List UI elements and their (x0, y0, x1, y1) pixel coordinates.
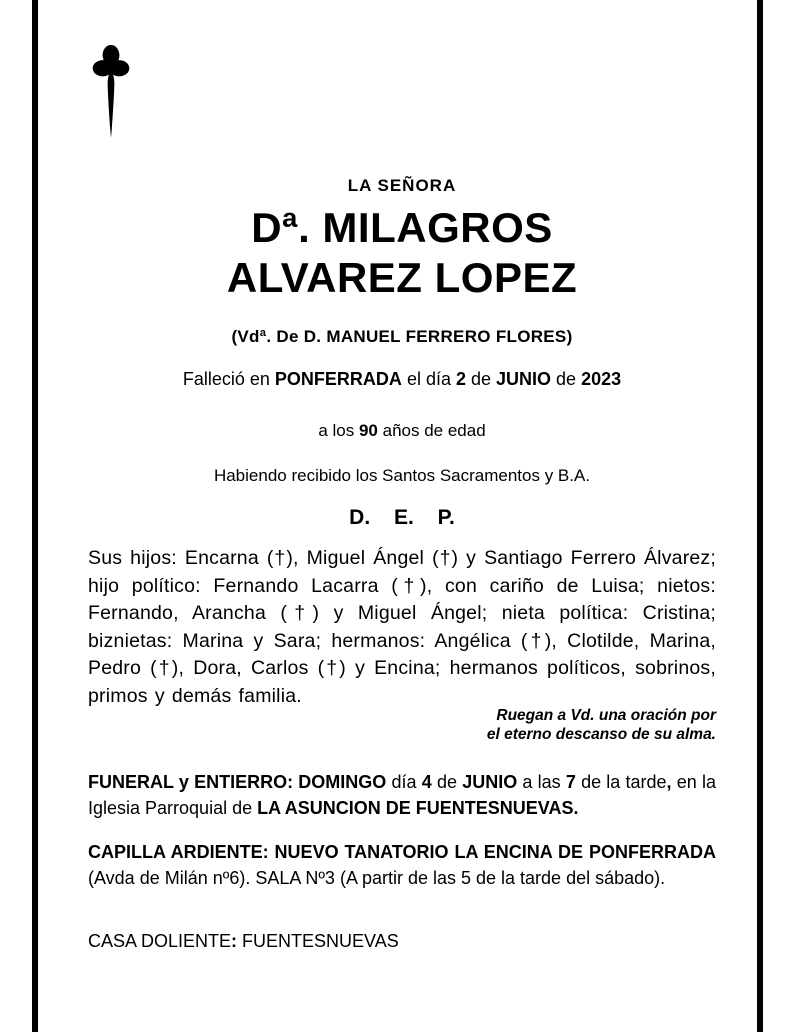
funeral-details: FUNERAL y ENTIERRO: DOMINGO día 4 de JUNIO a las 7 de la tarde, en la Iglesia Parroquial de LA ASUNCION DE FUENTESNUEVAS. (88, 772, 716, 818)
sacraments-line: Habiendo recibido los Santos Sacramentos y B.A. (213, 466, 591, 485)
capilla-ardiente-details: CAPILLA ARDIENTE: NUEVO TANATORIO LA ENCINA DE PONFERRADA (Avda de Milán nº6). SALA Nº3 (A partir de las 5 de la tarde del sábado). (88, 842, 716, 888)
family-paragraph: Sus hijos: Encarna (†), Miguel Ángel (†) y Santiago Ferrero Álvarez; hijo político: Fernando Lacarra (†), con cariño de Luisa; nietos: Fernando, Arancha (†) y Miguel Ángel; nieta política: Cristina; biznietas: Marina y Sara; hermanos: Angélica (†), Clotilde, Marina, Pedro (†), Dora, Carlos (†) y Encina; hermanos políticos, sobrinos, primos y demás familia. (88, 547, 716, 707)
age-line: a los 90 años de edad (318, 421, 486, 440)
left-border-rule (32, 0, 38, 1032)
cross-icon (91, 44, 131, 138)
dep-line: D. E. P. (349, 506, 455, 529)
deceased-name (88, 203, 716, 303)
right-border-rule (757, 0, 763, 1032)
casa-doliente-line: CASA DOLIENTE: FUENTESNUEVAS (88, 931, 399, 951)
prayer-text (88, 706, 716, 744)
deceased-name-line2: ALVAREZ LOPEZ (226, 254, 578, 301)
death-place-date-line: Falleció en PONFERRADA el día 2 de JUNIO de 2023 (182, 369, 622, 389)
deceased-name-line1: Dª. MILAGROS (251, 204, 553, 251)
prayer-line1: Ruegan a Vd. una oración por (496, 707, 716, 724)
widow-of-line: (Vdª. De D. MANUEL FERRERO FLORES) (231, 327, 573, 346)
prayer-line2: el eterno descanso de su alma. (486, 726, 716, 743)
title-prefix: LA SEÑORA (347, 176, 457, 195)
